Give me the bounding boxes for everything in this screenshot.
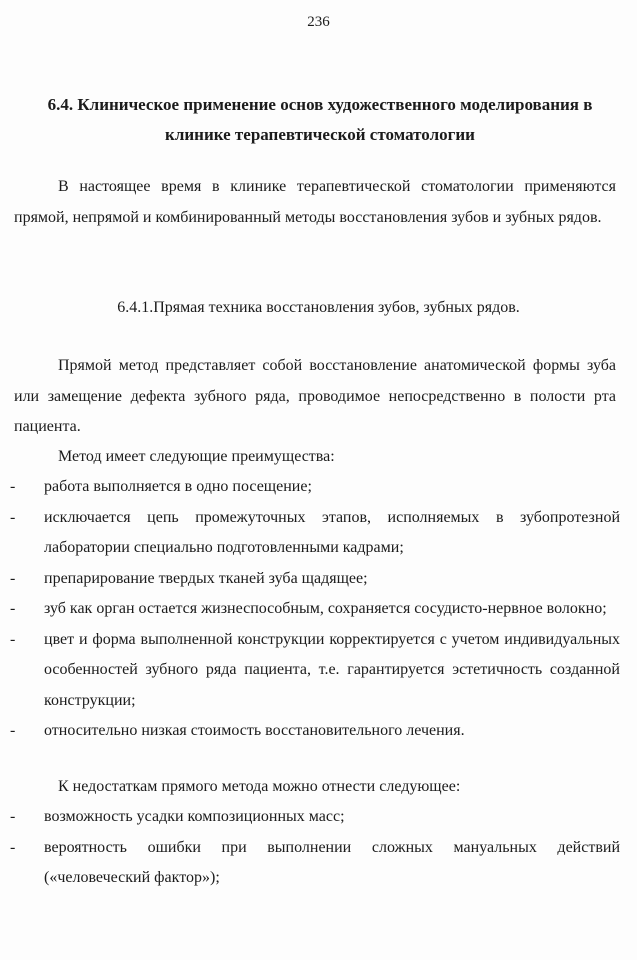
advantage-text: цвет и форма выполненной конструкции корректируется с учетом индивидуальных особенностей зубного ряда пациента, т.е. гарантируется эстетичность созданной конструкции;: [44, 630, 620, 709]
definition-paragraph: Прямой метод представляет собой восстановление анатомической формы зуба или замещение дефекта зубного ряда, проводимое непосредственно в полости рта пациента.: [14, 357, 616, 435]
advantage-text: препарирование твердых тканей зуба щадящее;: [44, 569, 368, 587]
list-marker: -: [10, 630, 16, 648]
list-marker: -: [10, 478, 16, 495]
advantage-text: относительно низкая стоимость восстановительного лечения.: [44, 722, 465, 739]
disadvantage-text: возможность усадки композиционных масс;: [44, 808, 345, 825]
list-item: [0, 716, 620, 747]
advantage-text: зуб как орган остается жизнеспособным, сохраняется сосудисто-нервное волокно;: [44, 600, 607, 617]
list-marker: -: [10, 838, 16, 856]
disadvantages-heading: К недостаткам прямого метода можно отнести следующее:: [58, 778, 461, 795]
advantage-text: исключается цепь промежуточных этапов, исполняемых в зубопротезной лаборатории специально подготовленными кадрами;: [44, 508, 620, 556]
advantages-list: [0, 472, 620, 747]
list-marker: -: [10, 722, 16, 739]
section-title-line-2: клинике терапевтической стоматологии: [165, 125, 475, 144]
advantage-text: работа выполняется в одно посещение;: [44, 478, 312, 495]
list-item: [0, 833, 620, 894]
disadvantage-text: вероятность ошибки при выполнении сложных мануальных действий («человеческий фактор»);: [44, 838, 620, 886]
list-item: [0, 472, 620, 503]
list-item: [0, 594, 620, 625]
subsection-title: 6.4.1.Прямая техника восстановления зубов, зубных рядов.: [117, 299, 520, 316]
page-number: 236: [307, 14, 330, 30]
intro-paragraph: В настоящее время в клинике терапевтической стоматологии применяются прямой, непрямой и комбинированный методы восстановления зубов и зубных рядов.: [14, 178, 616, 226]
advantages-heading: Метод имеет следующие преимущества:: [58, 448, 335, 465]
list-item: [0, 802, 620, 833]
list-item: [0, 625, 620, 717]
section-title: [20, 90, 620, 150]
disadvantages-list: [0, 802, 620, 894]
list-item: [0, 564, 620, 595]
list-item: [0, 503, 620, 564]
list-marker: -: [10, 808, 16, 825]
list-marker: -: [10, 600, 16, 617]
section-title-line-1: 6.4. Клиническое применение основ художественного моделирования в: [47, 95, 593, 114]
list-marker: -: [10, 508, 16, 526]
list-marker: -: [10, 569, 16, 587]
